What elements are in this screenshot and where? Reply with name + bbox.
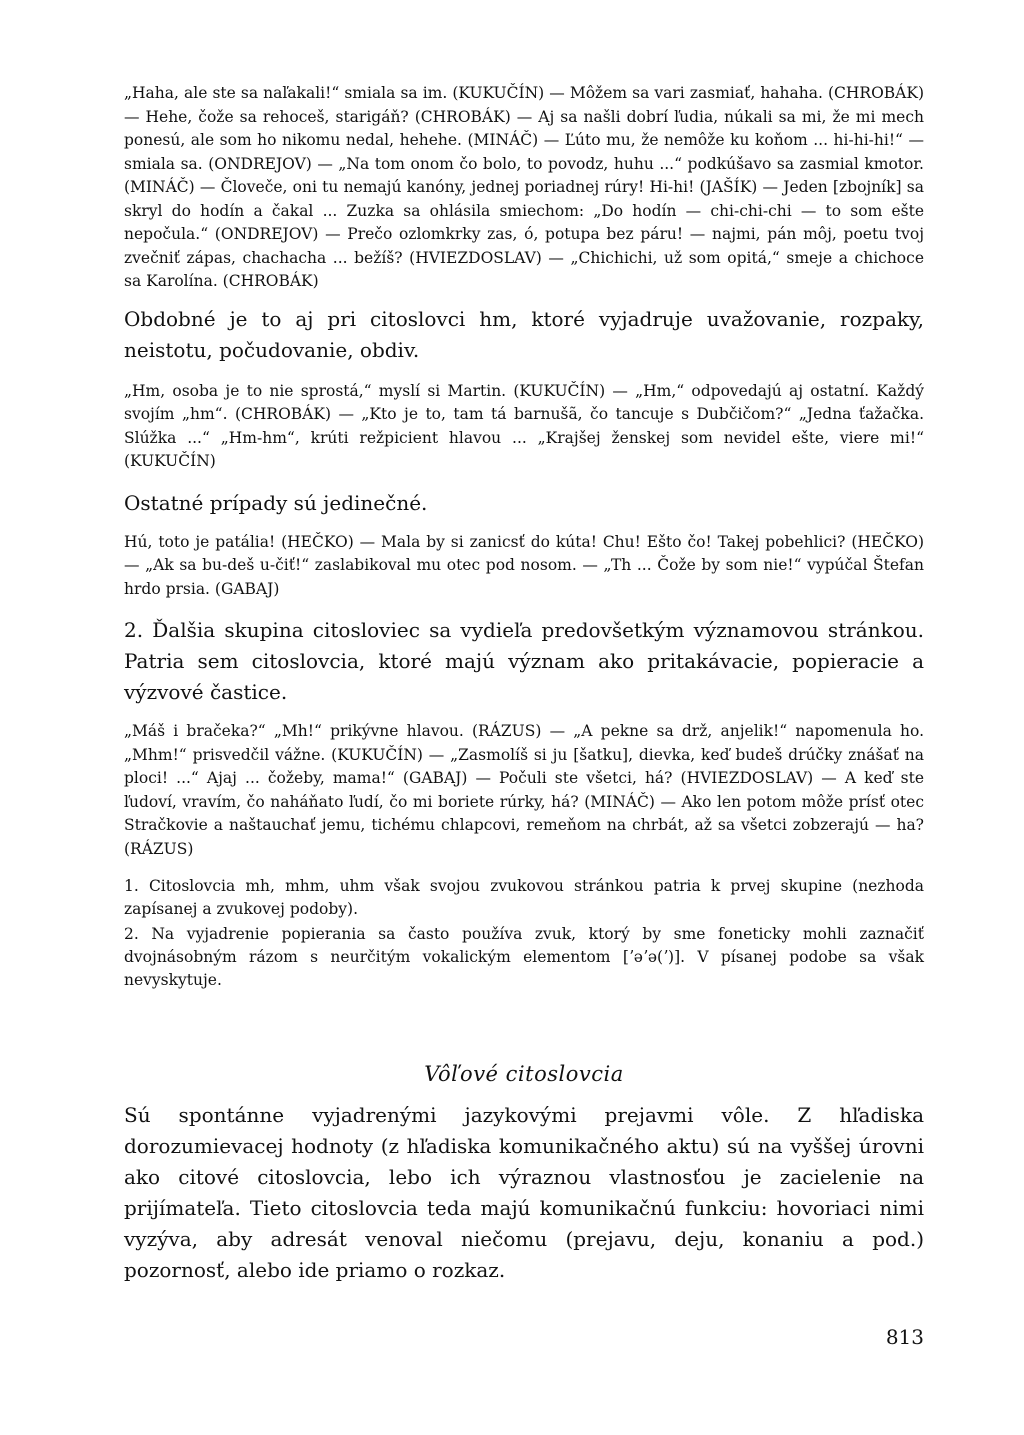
paragraph-hm: Obdobné je to aj pri citoslovci hm, ktoré vyjadruje uvažovanie, rozpaky, neistotu, počudovanie, obdiv. [124, 306, 924, 362]
quote-block-second-group: „Máš i bračeka?“ „Mh!“ prikývne hlavou. (RÁZUS) — „A pekne sa drž, anjelik!“ napomenula ho. „Mhm!“ prisvedčil vážne. (KUKUČÍN) — „Zasmolíš si ju [šatku], dievka, keď budeš drúčky znášať na ploci! ...“ Ajaj ... čožeby, mama!“ (GABAJ) — Počuli ste všetci, há? (HVIEZDOSLAV) — A keď ste ľudoví, vravím, čo naháňato ľudí, čo mi boriete rúrky, há? (MINÁČ) — Ako len potom môže prísť otec Stračkovie a naštauchať jemu, tichému chlapcovi, remeňom na chrbát, až sa všetci zobzerajú — ha? (RÁZUS) [124, 722, 924, 858]
paragraph-second-group: 2. Ďalšia skupina citosloviec sa vydieľa predovšetkým významovou stránkou. Patria sem citoslovcia, ktoré majú význam ako pritakávacie, popieracie a výzvové častice. [124, 618, 924, 704]
quote-block-unique: Hú, toto je patália! (HEČKO) — Mala by si zanicsť do kúta! Chu! Ešto čo! Takej pobehlici? (HEČKO) — „Ak sa bu-deš u-čiť!“ zaslabikoval mu otec pod nosom. — „Th ... Čože by som nie!“ vypúčal Štefan hrdo prsia. (GABAJ) [124, 532, 924, 598]
page-number: 813 [885, 1325, 924, 1349]
paragraph-unique-cases: Ostatné prípady sú jedinečné. [124, 490, 428, 515]
note-1: 1. Citoslovcia mh, mhm, uhm však svojou zvukovou stránkou patria k prvej skupine (nezhoda zapísanej a zvukovej podoby). [124, 877, 924, 918]
section-heading: Vôľové citoslovcia [424, 1062, 624, 1086]
quote-block-hm: „Hm, osoba je to nie sprostá,“ myslí si Martin. (KUKUČÍN) — „Hm,“ odpovedajú aj ostatní. Každý svojím „hm“. (CHROBÁK) — „Kto je to, tam tá barnušã, čo tancuje s Dubčičom?“ „Jedna ťažačka. Slúžka ...“ „Hm-hm“, krúti režpicient hlavou ... „Krajšej ženskej som nevidel ešte, viere mi!“ (KUKUČÍN) [124, 381, 924, 470]
note-2: 2. Na vyjadrenie popierania sa často používa zvuk, ktorý by sme foneticky mohli zaznačiť dvojnásobným rázom s neurčitým vokalickým elementom [ʼəʼə(ʼ)]. V písanej podobe sa však nevyskytuje. [124, 925, 924, 989]
quote-block-laughter: „Haha, ale ste sa naľakali!“ smiala sa im. (KUKUČÍN) — Môžem sa vari zasmiať, hahaha. (CHROBÁK) — Hehe, čože sa rehoceš, starigáň? (CHROBÁK) — Aj sa našli dobrí ľudia, núkali sa mi, že mi mech ponesú, ale som ho nikomu nedal, hehehe. (MINÁČ) — Ľúto mu, že nemôže ku koňom ... hi-hi-hi!“ — smiala sa. (ONDREJOV) — „Na tom onom čo bolo, to povodz, huhu ...“ podkúšavo sa zasmial kmotor. (MINÁČ) — Človeče, oni tu nemajú kanóny, jednej poriadnej rúry! Hi-hi! (JAŠÍK) — Jeden [zbojník] sa skryl do hodín a čakal ... Zuzka sa ohlásila smiechom: „Do hodín — chi-chi-chi — to som ešte nepočula.“ (ONDREJOV) — Prečo ozlomkrky zas, ó, potupa bez páru! — najmi, pán môj, poetu tvoj zvečniť zápas, chachacha ... bežíš? (HVIEZDOSLAV) — „Chichichi, už som opitá,“ smeje a chichoce sa Karolína. (CHROBÁK) [124, 84, 924, 290]
section-paragraph: Sú spontánne vyjadrenými jazykovými prejavmi vôle. Z hľadiska dorozumievacej hodnoty (z hľadiska komunikačného aktu) sú na vyššej úrovni ako citové citoslovcia, lebo ich výraznou vlastnosťou je zacielenie na prijímateľa. Tieto citoslovcia teda majú komunikačnú funkciu: hovoriaci nimi vyzýva, aby adresát venoval niečomu (prejavu, deju, konaniu a pod.) pozornosť, alebo ide priamo o rozkaz. [124, 1103, 924, 1282]
page-content [124, 82, 924, 1286]
